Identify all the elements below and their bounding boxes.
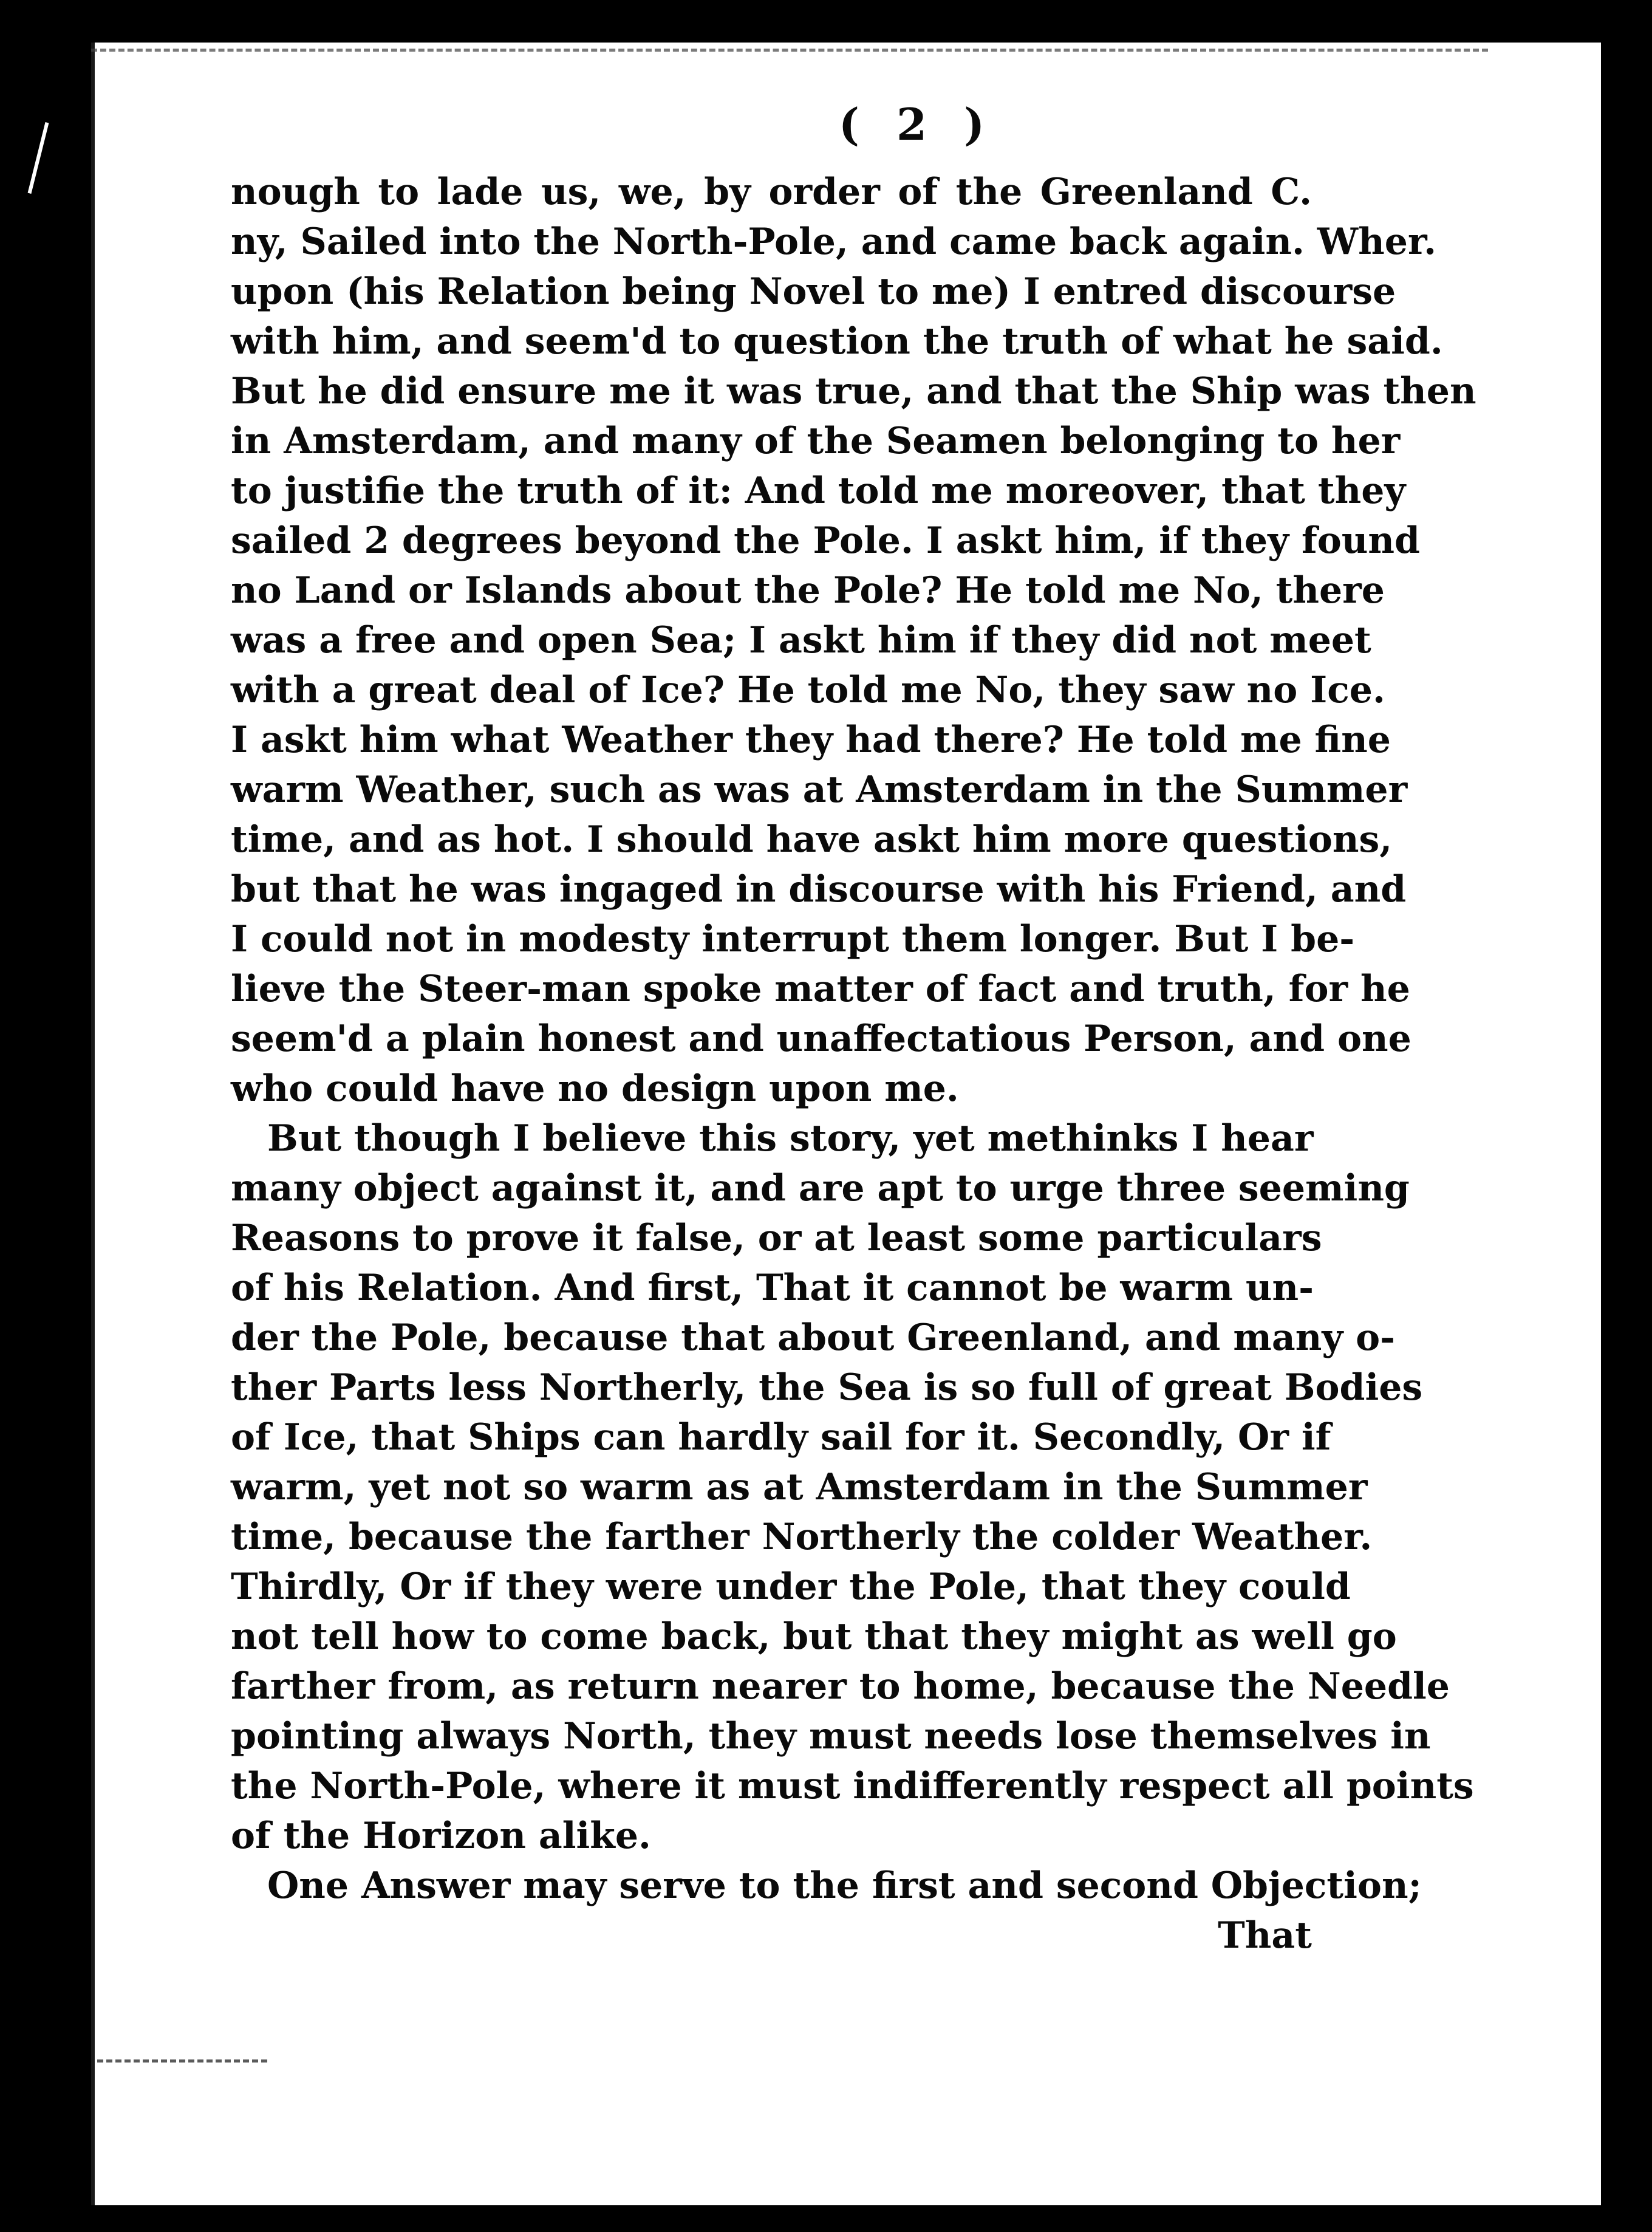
text-line: not tell how to come back, but that they might as well go: [231, 1615, 1397, 1658]
text-line: pointing always North, they must needs lose themselves in: [231, 1715, 1431, 1758]
paragraph: [231, 1114, 1474, 1861]
page-number: ( 2 ): [838, 98, 996, 150]
text-line: warm, yet not so warm as at Amsterdam in the Summer: [231, 1466, 1368, 1508]
text-line: Reasons to prove it false, or at least some particulars: [231, 1217, 1322, 1259]
text-line: Thirdly, Or if they were under the Pole, that they could: [231, 1566, 1351, 1608]
text-line: no Land or Islands about the Pole? He told me No, there: [231, 569, 1385, 612]
text-line: in Amsterdam, and many of the Seamen belonging to her: [231, 420, 1401, 462]
text-line: upon (his Relation being Novel to me) I entred discourse: [231, 270, 1396, 313]
text-line: But he did ensure me it was true, and that the Ship was then: [231, 370, 1476, 413]
text-line: with him, and seem'd to question the truth of what he said.: [231, 320, 1443, 363]
text-line: sailed 2 degrees beyond the Pole. I askt him, if they found: [231, 519, 1420, 562]
text-line: warm Weather, such as was at Amsterdam in the Summer: [231, 769, 1408, 811]
text-line: One Answer may serve to the first and second Objection;: [267, 1864, 1422, 1907]
text-line: to justifie the truth of it: And told me moreover, that they: [231, 470, 1406, 512]
text-line: farther from, as return nearer to home, because the Needle: [231, 1665, 1450, 1708]
text-line: seem'd a plain honest and unaffectatious Person, and one: [231, 1018, 1411, 1060]
paragraph: [231, 1861, 1445, 1911]
text-line: was a free and open Sea; I askt him if they did not meet: [231, 619, 1371, 662]
text-line: time, because the farther Northerly the colder Weather.: [231, 1516, 1373, 1558]
text-line: who could have no design upon me.: [231, 1067, 959, 1110]
text-line: but that he was ingaged in discourse with his Friend, and: [231, 868, 1407, 911]
text-line: I could not in modesty interrupt them longer. But I be-: [231, 918, 1355, 960]
paragraph: [231, 167, 1476, 1114]
text-line: ny, Sailed into the North-Pole, and came back again. Wher.: [231, 221, 1436, 263]
scan-edge-top: [91, 49, 1488, 56]
paragraphs: [231, 167, 1476, 1911]
catchword: That: [1218, 1914, 1312, 1957]
text-line: many object against it, and are apt to urge three seeming: [231, 1167, 1410, 1210]
text-line: ther Parts less Northerly, the Sea is so full of great Bodies: [231, 1366, 1423, 1409]
text-line: But though I believe this story, yet methinks I hear: [267, 1117, 1314, 1160]
text-line: of the Horizon alike.: [231, 1815, 651, 1857]
text-line: of his Relation. And first, That it cannot be warm un-: [231, 1267, 1314, 1309]
text-line: the North-Pole, where it must indifferently respect all points: [231, 1765, 1474, 1807]
scan-dash-marks: [97, 2059, 267, 2069]
scan-right-edge: [1603, 43, 1628, 2205]
text-line: time, and as hot. I should have askt him more questions,: [231, 818, 1393, 861]
text-line: der the Pole, because that about Greenland, and many o-: [231, 1316, 1396, 1359]
text-block: [231, 91, 1476, 1960]
scan-mark: [28, 122, 49, 194]
text-line: lieve the Steer-man spoke matter of fact and truth, for he: [231, 968, 1410, 1010]
text-line: I askt him what Weather they had there? He told me fine: [231, 719, 1391, 761]
text-line: of Ice, that Ships can hardly sail for it. Secondly, Or if: [231, 1416, 1331, 1459]
text-line: nough to lade us, we, by order of the Greenland C.: [231, 171, 1312, 213]
text-line: with a great deal of Ice? He told me No, they saw no Ice.: [231, 669, 1385, 711]
